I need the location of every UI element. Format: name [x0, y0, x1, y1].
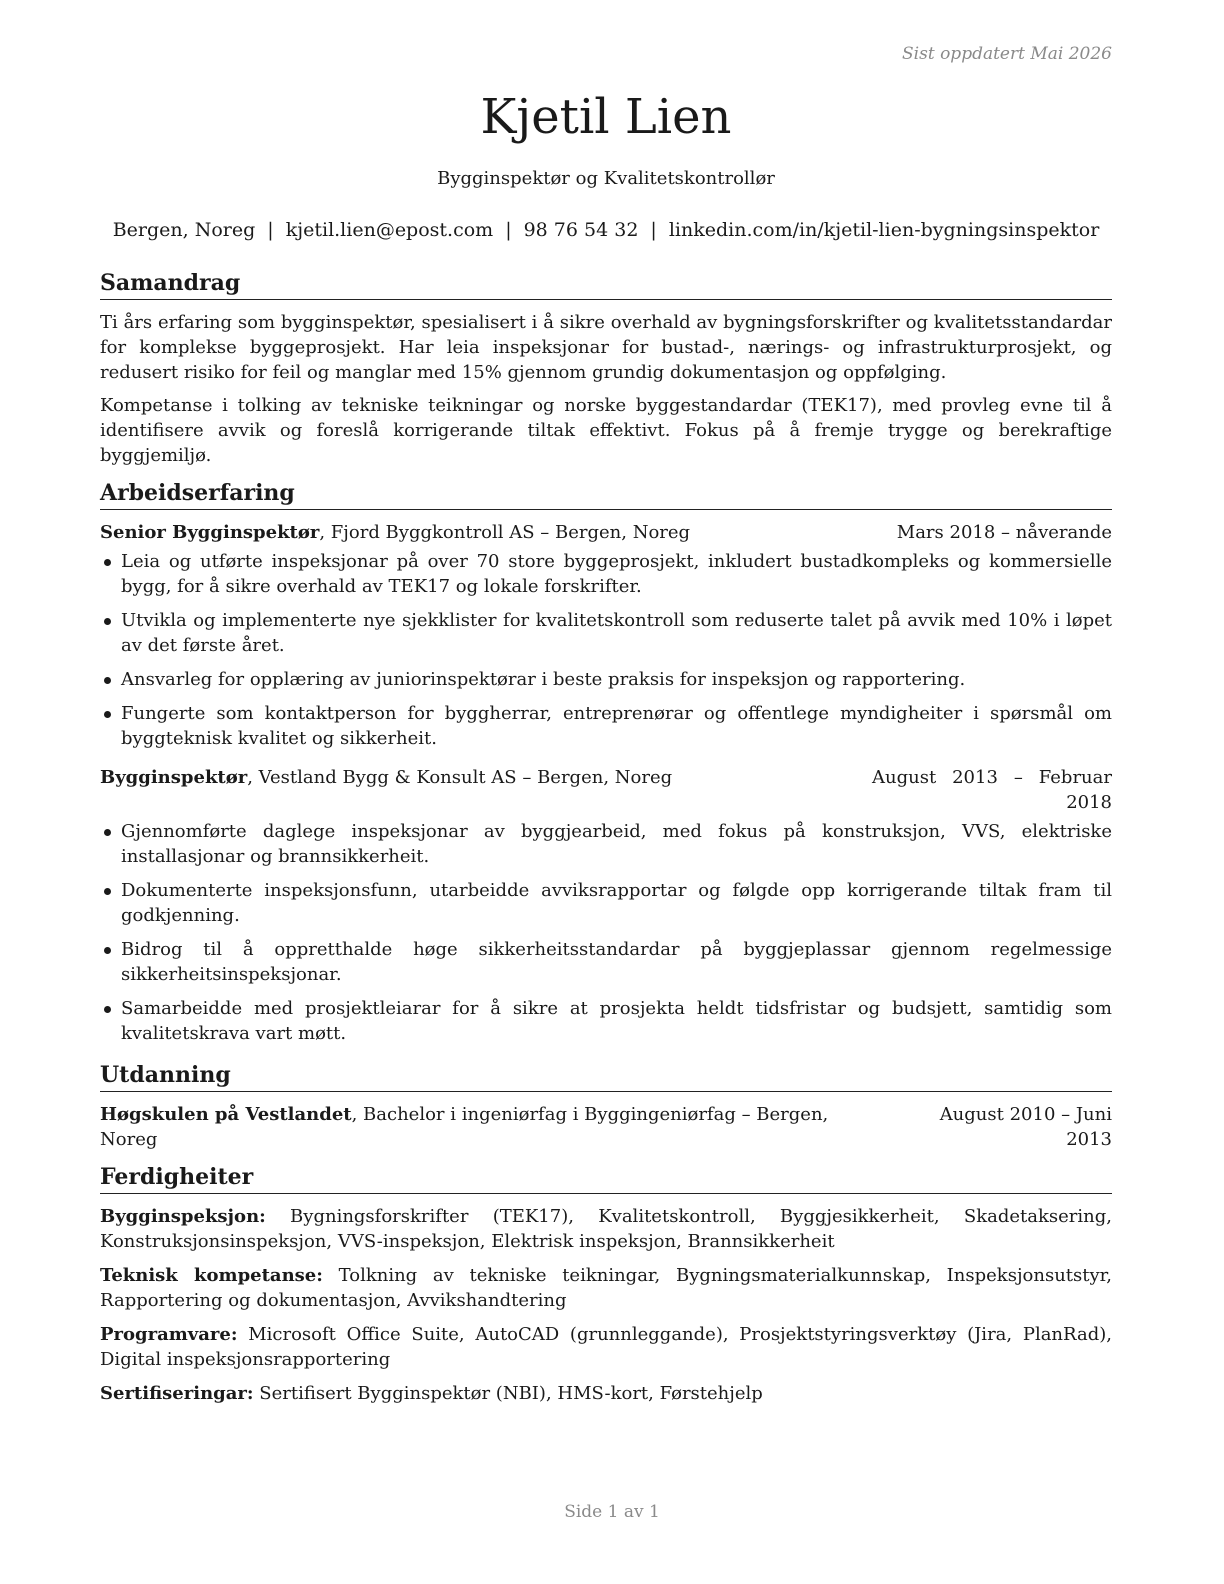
job-header [100, 765, 1112, 815]
skill-value: Bygningsforskrifter (TEK17), Kvalitetskontroll, Byggjesikkerheit, Skadetaksering, Konstruksjonsinspeksjon, VVS-inspeksjon, Elektrisk inspeksjon, Brannsikkerheit [100, 1206, 1112, 1252]
job-bullet: Leia og utførte inspeksjonar på over 70 store byggeprosjekt, inkludert bustadkompleks og kommersielle bygg, for å sikre overhald av TEK17 og lokale forskrifter. [100, 549, 1112, 599]
skill-label: Programvare: [100, 1324, 238, 1345]
summary-paragraph: Ti års erfaring som bygginspektør, spesialisert i å sikre overhald av bygningsforskrifter og kvalitetsstandardar for komplekse byggeprosjekt. Har leia inspeksjonar for bustad-, nærings- og infrastrukturprosjekt, og redusert risiko for feil og manglar med 15% gjennom grundig dokumentasjon og oppfølging. [100, 312, 1112, 383]
education-section [100, 1060, 1112, 1152]
contact-line [100, 219, 1112, 241]
contact-phone: 98 76 54 32 [523, 219, 639, 241]
skill-value: Tolkning av tekniske teikningar, Bygningsmaterialkunnskap, Inspeksjonsutstyr, Rapportering og dokumentasjon, Avvikshandtering [100, 1265, 1113, 1311]
job-bullets [100, 549, 1112, 751]
contact-linkedin[interactable]: linkedin.com/in/kjetil-lien-bygningsinspektor [668, 219, 1100, 241]
last-updated-note: Sist oppdatert Mai 2026 [902, 44, 1112, 64]
job-header [100, 520, 1112, 545]
education-school: Høgskulen på Vestlandet [100, 1104, 352, 1125]
job-role: Bygginspektør [100, 767, 248, 788]
job-role-company [100, 765, 672, 815]
job-bullet: Dokumenterte inspeksjonsfunn, utarbeidde avviksrapportar og følgde opp korrigerande tiltak fram til godkjenning. [100, 878, 1112, 928]
job-bullet: Ansvarleg for opplæring av juniorinspektørar i beste praksis for inspeksjon og rapportering. [100, 667, 1112, 692]
contact-separator: | [505, 219, 512, 241]
page-number: Side 1 av 1 [564, 1502, 660, 1522]
contact-separator: | [267, 219, 274, 241]
skill-group [100, 1204, 1112, 1254]
summary-paragraph: Kompetanse i tolking av tekniske teikningar og norske byggestandardar (TEK17), med provleg evne til å identifisere avvik og foreslå korrigerande tiltak effektivt. Fokus på å fremje trygge og berekraftige byggjemiljø. [100, 395, 1112, 466]
section-title-skills: Ferdigheiter [100, 1162, 1112, 1194]
job-company: , Vestland Bygg & Konsult AS – Bergen, Noreg [247, 767, 673, 788]
job-bullets [100, 819, 1112, 1046]
job-bullet: Bidrog til å oppretthalde høge sikkerheitsstandardar på byggjeplassar gjennom regelmessige sikkerheitsinspeksjonar. [100, 937, 1112, 987]
job-role: Senior Bygginspektør [100, 522, 320, 543]
contact-email[interactable]: kjetil.lien@epost.com [285, 219, 494, 241]
education-dates: August 2010 – Juni 2013 [939, 1104, 1112, 1150]
job-dates: August 2013 – Februar 2018 [872, 767, 1112, 813]
summary-section [100, 268, 1112, 468]
skill-group [100, 1322, 1112, 1372]
job-bullet: Samarbeidde med prosjektleiarar for å sikre at prosjekta heldt tidsfristar og budsjett, samtidig som kvalitetskrava vart møtt. [100, 996, 1112, 1046]
skill-value: Microsoft Office Suite, AutoCAD (grunnleggande), Prosjektstyringsverktøy (Jira, PlanRad), Digital inspeksjonsrapportering [100, 1324, 1112, 1370]
skills-section [100, 1162, 1112, 1406]
skill-group [100, 1263, 1112, 1313]
section-title-education: Utdanning [100, 1060, 1112, 1092]
job-role-company [100, 520, 690, 545]
job-company: , Fjord Byggkontroll AS – Bergen, Noreg [319, 522, 691, 543]
education-degree: , Bachelor i ingeniørfag i Byggingeniørfag – Bergen, Noreg [100, 1104, 829, 1150]
job-bullet: Gjennomførte daglege inspeksjonar av byggjearbeid, med fokus på konstruksjon, VVS, elektriske installasjonar og brannsikkerheit. [100, 819, 1112, 869]
skill-label: Sertifiseringar: [100, 1383, 254, 1404]
section-title-experience: Arbeidserfaring [100, 478, 1112, 510]
resume-content [100, 268, 1112, 1416]
experience-section [100, 478, 1112, 1046]
education-school-degree [100, 1102, 889, 1152]
skill-value: Sertifisert Bygginspektør (NBI), HMS-kort, Førstehjelp [253, 1383, 763, 1404]
job-bullet: Fungerte som kontaktperson for byggherrar, entreprenørar og offentlege myndigheiter i spørsmål om byggteknisk kvalitet og sikkerheit. [100, 701, 1112, 751]
job-bullet: Utvikla og implementerte nye sjekklister for kvalitetskontroll som reduserte talet på avvik med 10% i løpet av det første året. [100, 608, 1112, 658]
contact-separator: | [650, 219, 657, 241]
skill-label: Teknisk kompetanse: [100, 1265, 323, 1286]
job-dates: Mars 2018 – nåverande [896, 522, 1112, 543]
section-title-summary: Samandrag [100, 268, 1112, 300]
skill-label: Bygginspeksjon: [100, 1206, 266, 1227]
candidate-name: Kjetil Lien [480, 89, 732, 145]
contact-location: Bergen, Noreg [112, 219, 256, 241]
candidate-title: Bygginspektør og Kvalitetskontrollør [437, 168, 775, 189]
education-entry [100, 1102, 1112, 1152]
skill-group [100, 1381, 1112, 1406]
